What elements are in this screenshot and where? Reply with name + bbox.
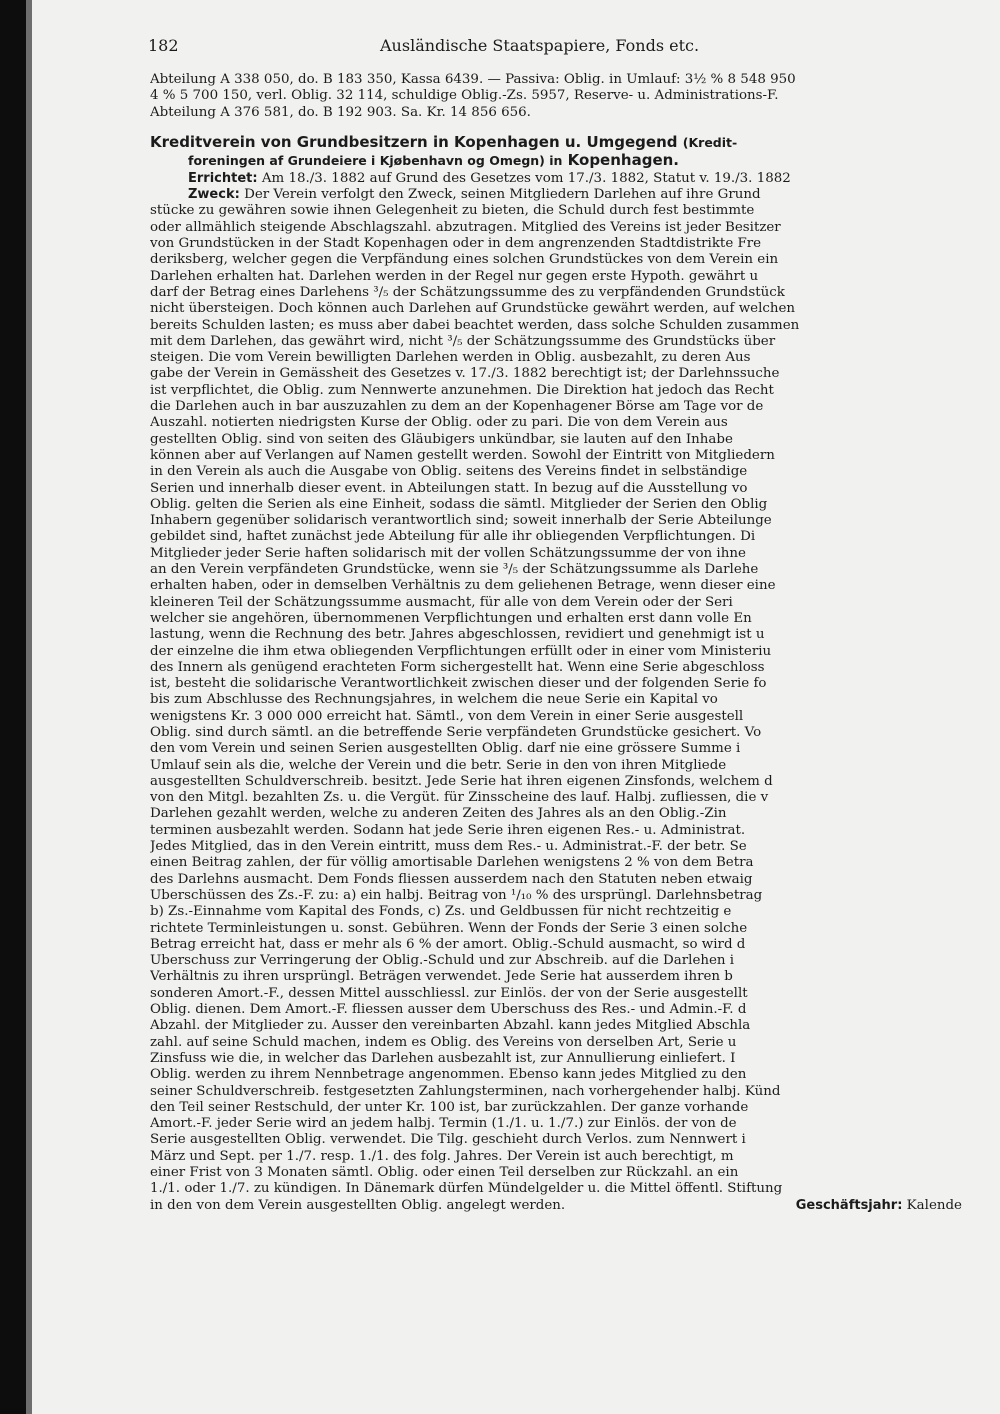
body-line: Darlehen erhalten hat. Darlehen werden in der Regel nur gegen erste Hypoth. gewährt u: [150, 268, 759, 284]
fiscal-year-text: Kalende: [906, 1197, 962, 1213]
purpose-closing-line: [150, 1198, 962, 1214]
body-line: kleineren Teil der Schätzungssumme ausmacht, für alle von dem Verein oder der Seri: [150, 594, 733, 610]
body-line: seiner Schuldverschreib. festgesetzten Zahlungsterminen, nach vorhergehender halbj. Künd: [150, 1083, 781, 1099]
body-line: richtete Terminleistungen u. sonst. Gebühren. Wenn der Fonds der Serie 3 einen solche: [150, 920, 748, 936]
body-line: sonderen Amort.-F., dessen Mittel ausschliessl. zur Einlös. der von der Serie ausgestellt: [150, 985, 748, 1001]
body-line: der einzelne die ihm etwa obliegenden Verpflichtungen erfüllt oder in einer vom Ministeriu: [150, 643, 772, 659]
body-line: Auszahl. notierten niedrigsten Kurse der Oblig. oder zu pari. Die von dem Verein aus: [150, 415, 728, 431]
body-line: Zinsfuss wie die, in welcher das Darlehen ausbezahlt ist, zur Annullierung einliefert. I: [150, 1050, 736, 1066]
body-line: Inhabern gegenüber solidarisch verantwortlich sind; soweit innerhalb der Serie Abteilunge: [150, 513, 772, 529]
body-line: Amort.-F. jeder Serie wird an jedem halbj. Termin (1./1. u. 1./7.) zur Einlös. der von de: [150, 1116, 737, 1132]
body-line: Serien und innerhalb dieser event. in Abteilungen statt. In bezug auf die Ausstellung vo: [150, 480, 748, 496]
established-label: Errichtet:: [188, 170, 258, 186]
body-line: Oblig. dienen. Dem Amort.-F. fliessen ausser dem Überschuss des Res.- und Admin.-F. d: [150, 1002, 747, 1018]
page-number: 182: [148, 36, 179, 55]
body-line: darf der Betrag eines Darlehens ³/₅ der Schätzungssumme des zu verpfändenden Grundstück: [150, 284, 785, 300]
body-line: Mitglieder jeder Serie haften solidarisch mit der vollen Schätzungssumme der von ihne: [150, 545, 746, 561]
scan-dark-margin: [0, 0, 26, 1414]
heading-subtitle: (Kredit-: [682, 134, 738, 150]
body-line: können aber auf Verlangen auf Namen gestellt werden. Sowohl der Eintritt von Mitgliedern: [150, 447, 775, 463]
page-body: [150, 72, 962, 1214]
body-line: lastung, wenn die Rechnung des betr. Jahres abgeschlossen, revidiert und genehmigt ist u: [150, 627, 765, 643]
heading-title: Kreditverein von Grundbesitzern in Kopenhagen u. Umgegend: [150, 132, 678, 151]
body-line: Serie ausgestellten Oblig. verwendet. Die Tilg. geschieht durch Verlos. zum Nennwert i: [150, 1132, 746, 1148]
body-line: nicht übersteigen. Doch können auch Darlehen auf Grundstücke gewährt werden, auf welchen: [150, 301, 796, 317]
page-header: [148, 36, 968, 60]
body-line: einer Frist von 3 Monaten sämtl. Oblig. oder einen Teil derselben zur Rückzahl. an ein: [150, 1165, 739, 1180]
fiscal-year-label: Geschäftsjahr:: [795, 1197, 903, 1213]
body-line: in den Verein als auch die Ausgabe von Oblig. seitens des Vereins findet in selbständige: [150, 464, 748, 480]
body-line: Betrag erreicht hat, dass er mehr als 6 % der amort. Oblig.-Schuld ausmacht, so wird d: [150, 936, 746, 952]
body-line: Verhältnis zu ihren ursprüngl. Beträgen verwendet. Jede Serie hat ausserdem ihren b: [150, 969, 733, 985]
body-line: stücke zu gewähren sowie ihnen Gelegenheit zu bieten, die Schuld durch fest bestimmte: [150, 203, 755, 219]
body-line: an den Verein verpfändeten Grundstücke, wenn sie ³/₅ der Schätzungssumme als Darlehe: [150, 562, 759, 578]
body-line: des Darlehns ausmacht. Dem Fonds fliessen ausserdem nach den Statuten neben etwaig: [150, 871, 753, 887]
body-line: gebildet sind, haftet zunächst jede Abteilung für alle ihr obliegenden Verpflichtungen. Di: [150, 529, 756, 545]
section-heading: [150, 133, 962, 151]
running-title: Ausländische Staatspapiere, Fonds etc.: [380, 36, 700, 55]
body-line: zahl. auf seine Schuld machen, indem es Oblig. des Vereins von derselben Art, Serie u: [150, 1034, 737, 1050]
body-line: Abzahl. der Mitglieder zu. Ausser den vereinbarten Abzahl. kann jedes Mitglied Abschla: [150, 1018, 751, 1034]
intro-block: [150, 72, 962, 121]
purpose-first-line: Der Verein verfolgt den Zweck, seinen Mitgliedern Darlehen auf ihre Grund: [244, 187, 761, 203]
body-line: ist, besteht die solidarische Verantwortlichkeit zwischen dieser und der folgenden Serie fo: [150, 676, 767, 692]
intro-line: Abteilung A 338 050, do. B 183 350, Kassa 6439. — Passiva: Oblig. in Umlauf: 3½ % 8 548 950: [150, 72, 796, 87]
body-line: von den Mitgl. bezahlten Zs. u. die Vergüt. für Zinsscheine des lauf. Halbj. zufliessen, die v: [150, 790, 769, 806]
body-line: des Innern als genügend erachteten Form sichergestellt hat. Wenn eine Serie abgeschloss: [150, 659, 765, 675]
body-line: deriksberg, welcher gegen die Verpfändung eines solchen Grundstückes von dem Verein ein: [150, 252, 779, 268]
purpose-paragraph: [150, 203, 962, 1197]
body-line: erhalten haben, oder in demselben Verhältnis zu dem geliehenen Betrage, wenn dieser eine: [150, 578, 776, 594]
intro-line: Abteilung A 376 581, do. B 192 903. Sa. Kr. 14 856 656.: [150, 104, 531, 120]
purpose-last-line: in den von dem Verein ausgestellten Oblig. angelegt werden.: [150, 1197, 566, 1213]
body-line: den Teil seiner Restschuld, der unter Kr. 100 ist, bar zurückzahlen. Der ganze vorhande: [150, 1099, 749, 1115]
body-line: Oblig. sind durch sämtl. an die betreffende Serie verpfändeten Grundstücke gesichert. Vo: [150, 724, 762, 740]
body-line: die Darlehen auch in bar auszuzahlen zu dem an der Kopenhagener Börse am Tage vor de: [150, 399, 764, 415]
body-line: Oblig. gelten die Serien als eine Einheit, sodass die sämtl. Mitglieder der Serien den Oblig: [150, 496, 768, 512]
intro-line: 4 % 5 700 150, verl. Oblig. 32 114, schuldige Oblig.-Zs. 5957, Reserve- u. Administrations-F.: [150, 88, 779, 104]
body-line: wenigstens Kr. 3 000 000 erreicht hat. Sämtl., von dem Verein in einer Serie ausgestell: [150, 708, 744, 724]
body-line: mit dem Darlehen, das gewährt wird, nicht ³/₅ der Schätzungssumme des Grundstücks über: [150, 333, 776, 349]
body-line: den vom Verein und seinen Serien ausgestellten Oblig. darf nie eine grössere Summe i: [150, 741, 741, 757]
body-line: Oblig. werden zu ihrem Nennbetrage angenommen. Ebenso kann jedes Mitglied zu den: [150, 1067, 747, 1083]
purpose-entry: [150, 187, 962, 203]
body-line: terminen ausbezahlt werden. Sodann hat jede Serie ihren eigenen Res.- u. Administrat.: [150, 822, 746, 838]
purpose-label: Zweck:: [188, 187, 240, 203]
body-line: Umlauf sein als die, welche der Verein und die betr. Serie in den von ihren Mitgliede: [150, 757, 727, 773]
fiscal-year-entry: [796, 1198, 962, 1214]
body-line: ausgestellten Schuldverschreib. besitzt. Jede Serie hat ihren eigenen Zinsfonds, welchem d: [150, 773, 773, 789]
body-line: Überschüssen des Zs.-F. zu: a) ein halbj. Beitrag von ¹/₁₀ % des ursprüngl. Darlehnsbetrag: [150, 887, 763, 903]
body-line: gabe der Verein in Gemässheit des Gesetzes v. 17./3. 1882 berechtigt ist; der Darlehnssuche: [150, 366, 780, 382]
body-line: ist verpflichtet, die Oblig. zum Nennwerte anzunehmen. Die Direktion hat jedoch das Recht: [150, 382, 774, 398]
heading-city: Kopenhagen.: [567, 150, 679, 169]
heading-subtitle-continued: foreningen af Grundeiere i Kjøbenhavn og Omegn) in: [188, 152, 563, 168]
body-line: Überschuss zur Verringerung der Oblig.-Schuld und zur Abschreib. auf die Darlehen i: [150, 953, 735, 969]
body-line: Darlehen gezahlt werden, welche zu anderen Zeiten des Jahres als an den Oblig.-Zin: [150, 806, 727, 822]
section-heading-continued: [150, 151, 962, 169]
body-line: b) Zs.-Einnahme vom Kapital des Fonds, c) Zs. und Geldbussen für nicht rechtzeitig e: [150, 904, 732, 920]
established-text: Am 18./3. 1882 auf Grund des Gesetzes vom 17./3. 1882, Statut v. 19./3. 1882: [261, 170, 791, 186]
body-line: bereits Schulden lasten; es muss aber dabei beachtet werden, dass solche Schulden zusammen: [150, 317, 800, 333]
established-entry: [150, 171, 962, 187]
body-line: März und Sept. per 1./7. resp. 1./1. des folg. Jahres. Der Verein ist auch berechtigt, m: [150, 1148, 734, 1164]
body-line: oder allmählich steigende Abschlagszahl. abzutragen. Mitglied des Vereins ist jeder Besitzer: [150, 219, 781, 235]
body-line: einen Beitrag zahlen, der für völlig amortisable Darlehen wenigstens 2 % von dem Betra: [150, 855, 754, 871]
body-line: bis zum Abschlusse des Rechnungsjahres, in welchem die neue Serie ein Kapital vo: [150, 692, 718, 708]
body-line: 1./1. oder 1./7. zu kündigen. In Dänemark dürfen Mündelgelder u. die Mittel öffentl. Stiftung: [150, 1181, 783, 1197]
body-line: gestellten Oblig. sind von seiten des Gläubigers unkündbar, sie lauten auf den Inhabe: [150, 431, 733, 447]
body-line: steigen. Die vom Verein bewilligten Darlehen werden in Oblig. ausbezahlt, zu deren Aus: [150, 350, 751, 366]
body-line: von Grundstücken in der Stadt Kopenhagen oder in dem angrenzenden Stadtdistrikte Fre: [150, 236, 762, 252]
body-line: Jedes Mitglied, das in den Verein eintritt, muss dem Res.- u. Administrat.-F. der betr. Se: [150, 839, 747, 855]
body-line: welcher sie angehören, übernommenen Verpflichtungen und erhalten erst dann volle En: [150, 610, 752, 626]
